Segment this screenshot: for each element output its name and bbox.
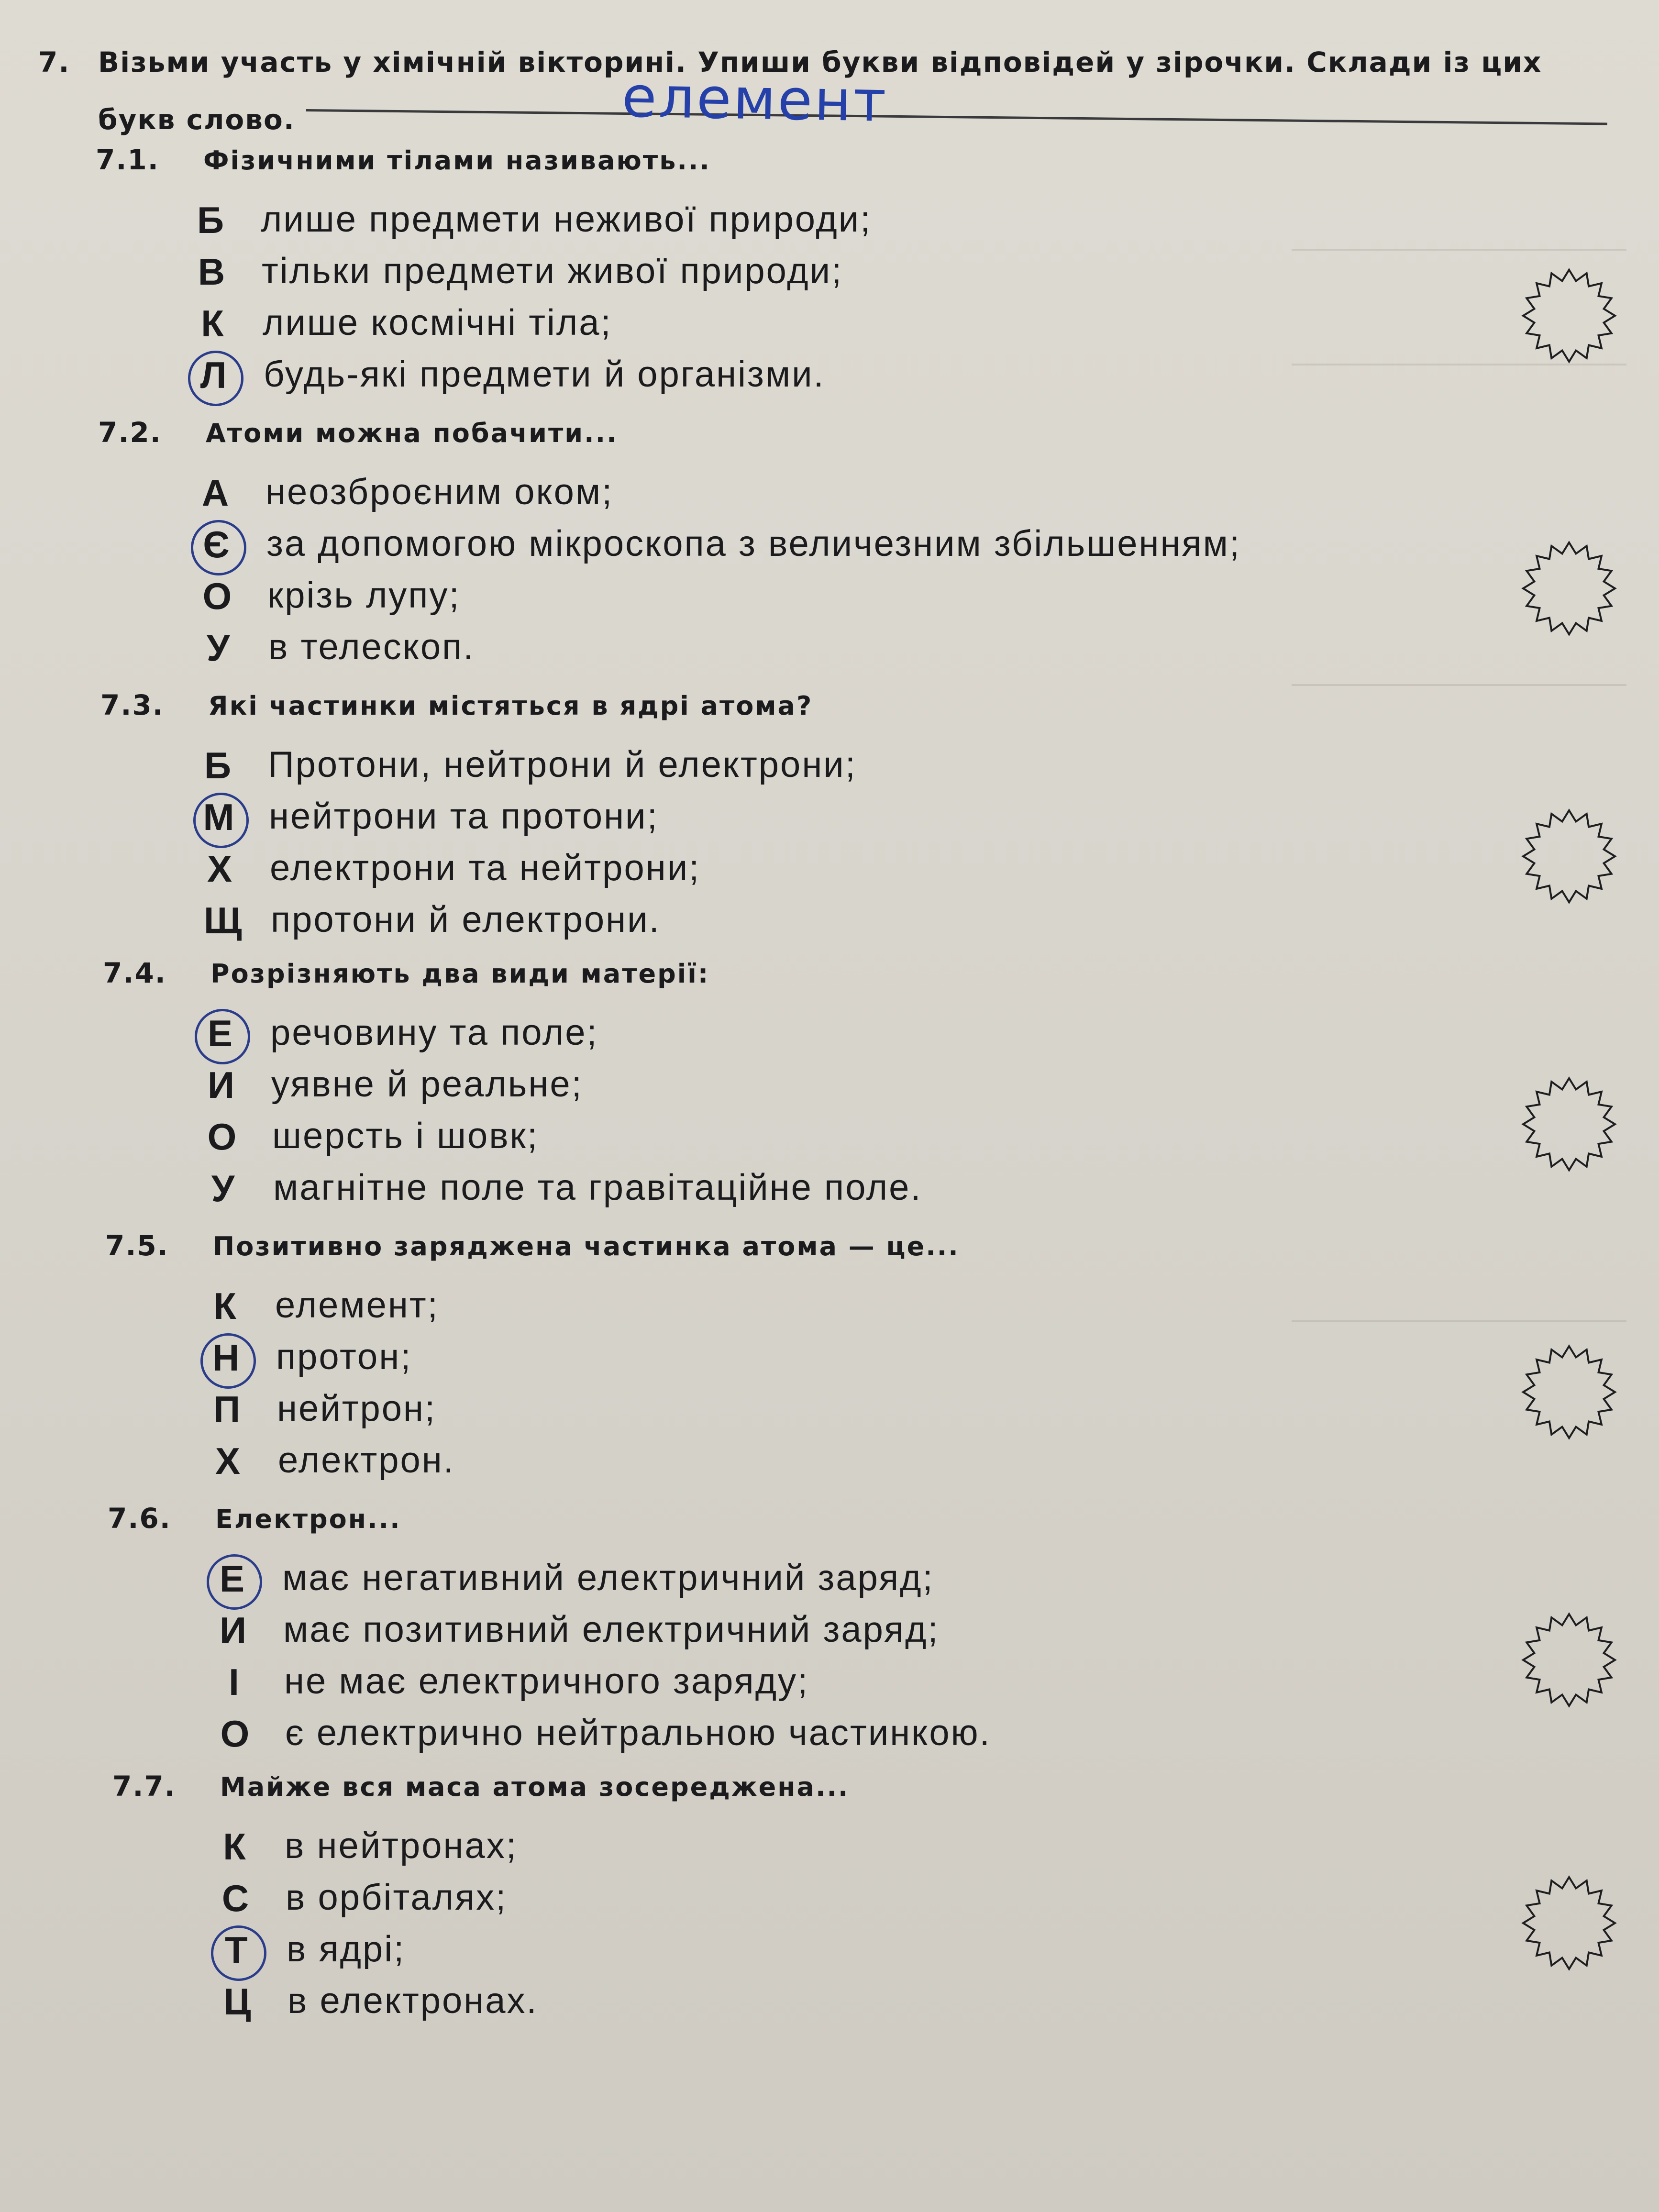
question-number: 7.3. (100, 689, 164, 721)
pen-circle-mark (191, 520, 246, 575)
bleed-line (1292, 1320, 1626, 1322)
option-letter: К (201, 302, 224, 344)
option-text: протон; (276, 1337, 412, 1377)
option-text: є електрично нейтральною частинкою. (285, 1713, 991, 1753)
question-number: 7.5. (105, 1229, 169, 1262)
question-number: 7.4. (103, 957, 166, 989)
pen-circle-mark (188, 351, 243, 406)
option-letter: Н (212, 1337, 240, 1379)
option-letter: К (213, 1285, 236, 1327)
option-letter: К (223, 1825, 246, 1868)
option-text: в орбіталях; (286, 1877, 508, 1918)
bleed-line (1292, 249, 1626, 251)
option-letter: Е (219, 1558, 245, 1600)
pen-circle-mark (193, 793, 249, 848)
question-number: 7.1. (96, 144, 159, 176)
option-letter: Е (207, 1012, 233, 1054)
option-letter: Т (225, 1929, 248, 1971)
option-text: електрони та нейтрони; (270, 848, 701, 888)
option-letter: Є (203, 523, 230, 565)
question-number: 7.2. (98, 416, 162, 449)
option-text: речовину та поле; (270, 1012, 598, 1053)
option-letter: П (213, 1388, 241, 1430)
option-text: уявне й реальне; (271, 1064, 583, 1105)
option-letter: О (207, 1116, 237, 1158)
option-text: має негативний електричний заряд; (282, 1558, 934, 1598)
question-text: Розрізняють два види матерії: (210, 959, 710, 989)
option-text: крізь лупу; (267, 575, 461, 616)
option-letter: И (207, 1064, 235, 1106)
option-text: елемент; (275, 1285, 439, 1326)
option-text: неозброєним оком; (265, 472, 614, 512)
option-text: будь-які предмети й організми. (264, 354, 825, 395)
handwritten-answer: елемент (621, 64, 889, 134)
option-letter: О (220, 1713, 250, 1755)
answer-star-icon[interactable] (1521, 808, 1617, 904)
option-letter: Х (207, 848, 232, 890)
bleed-line (1292, 684, 1626, 686)
option-letter: І (229, 1661, 239, 1703)
pen-circle-mark (200, 1333, 256, 1389)
option-text: лише космічні тіла; (263, 302, 612, 343)
option-letter: М (203, 796, 234, 838)
option-letter: Б (197, 199, 224, 241)
question-text: Фізичними тілами називають... (203, 145, 711, 176)
answer-star-icon[interactable] (1521, 1076, 1617, 1172)
pen-circle-mark (207, 1554, 262, 1610)
option-text: електрон. (278, 1440, 455, 1481)
task-instruction: Візьми участь у хімічній вікторині. Упиши букви відповідей у зірочки. Склади із цих букв слово. (98, 46, 1542, 136)
question-text: Які частинки містяться в ядрі атома? (208, 691, 813, 721)
option-text: за допомогою мікроскопа з величезним збільшенням; (266, 523, 1241, 564)
option-letter: У (211, 1167, 235, 1209)
pen-circle-mark (195, 1009, 250, 1064)
option-text: протони й електрони. (271, 899, 661, 940)
option-text: в ядрі; (287, 1929, 406, 1969)
question-text: Електрон... (215, 1504, 401, 1534)
option-text: лише предмети неживої природи; (261, 199, 872, 240)
option-text: нейтрони та протони; (269, 796, 659, 837)
option-letter: Щ (204, 899, 242, 941)
option-text: Протони, нейтрони й електрони; (268, 744, 857, 785)
bleed-line (1292, 364, 1626, 365)
option-letter: Х (215, 1440, 241, 1482)
option-text: в нейтронах; (285, 1825, 518, 1866)
answer-star-icon[interactable] (1521, 1875, 1617, 1971)
option-letter: О (202, 575, 232, 617)
option-text: в телескоп. (268, 627, 475, 667)
option-text: тільки предмети живої природи; (262, 251, 843, 291)
question-text: Позитивно заряджена частинка атома — це... (213, 1231, 960, 1261)
option-letter: Л (200, 354, 227, 396)
option-letter: А (201, 472, 229, 514)
option-letter: Ц (223, 1980, 251, 2023)
question-text: Майже вся маса атома зосереджена... (220, 1772, 850, 1802)
option-letter: С (221, 1877, 249, 1919)
question-text: Атоми можна побачити... (206, 418, 618, 448)
answer-star-icon[interactable] (1521, 1344, 1617, 1440)
option-text: в електронах. (288, 1980, 538, 2021)
option-letter: В (198, 251, 225, 293)
task-number: 7. (38, 46, 70, 78)
option-text: шерсть і шовк; (272, 1116, 539, 1156)
option-text: нейтрон; (277, 1388, 437, 1429)
answer-star-icon[interactable] (1521, 268, 1617, 364)
option-text: магнітне поле та гравітаційне поле. (273, 1167, 922, 1208)
pen-circle-mark (211, 1925, 266, 1981)
question-number: 7.6. (108, 1502, 171, 1535)
answer-star-icon[interactable] (1521, 1612, 1617, 1708)
option-text: не має електричного заряду; (284, 1661, 809, 1702)
option-text: має позитивний електричний заряд; (283, 1609, 940, 1650)
option-letter: И (219, 1609, 247, 1651)
option-letter: Б (204, 744, 232, 786)
answer-star-icon[interactable] (1521, 541, 1617, 636)
question-number: 7.7. (112, 1770, 176, 1803)
option-letter: У (206, 627, 230, 669)
